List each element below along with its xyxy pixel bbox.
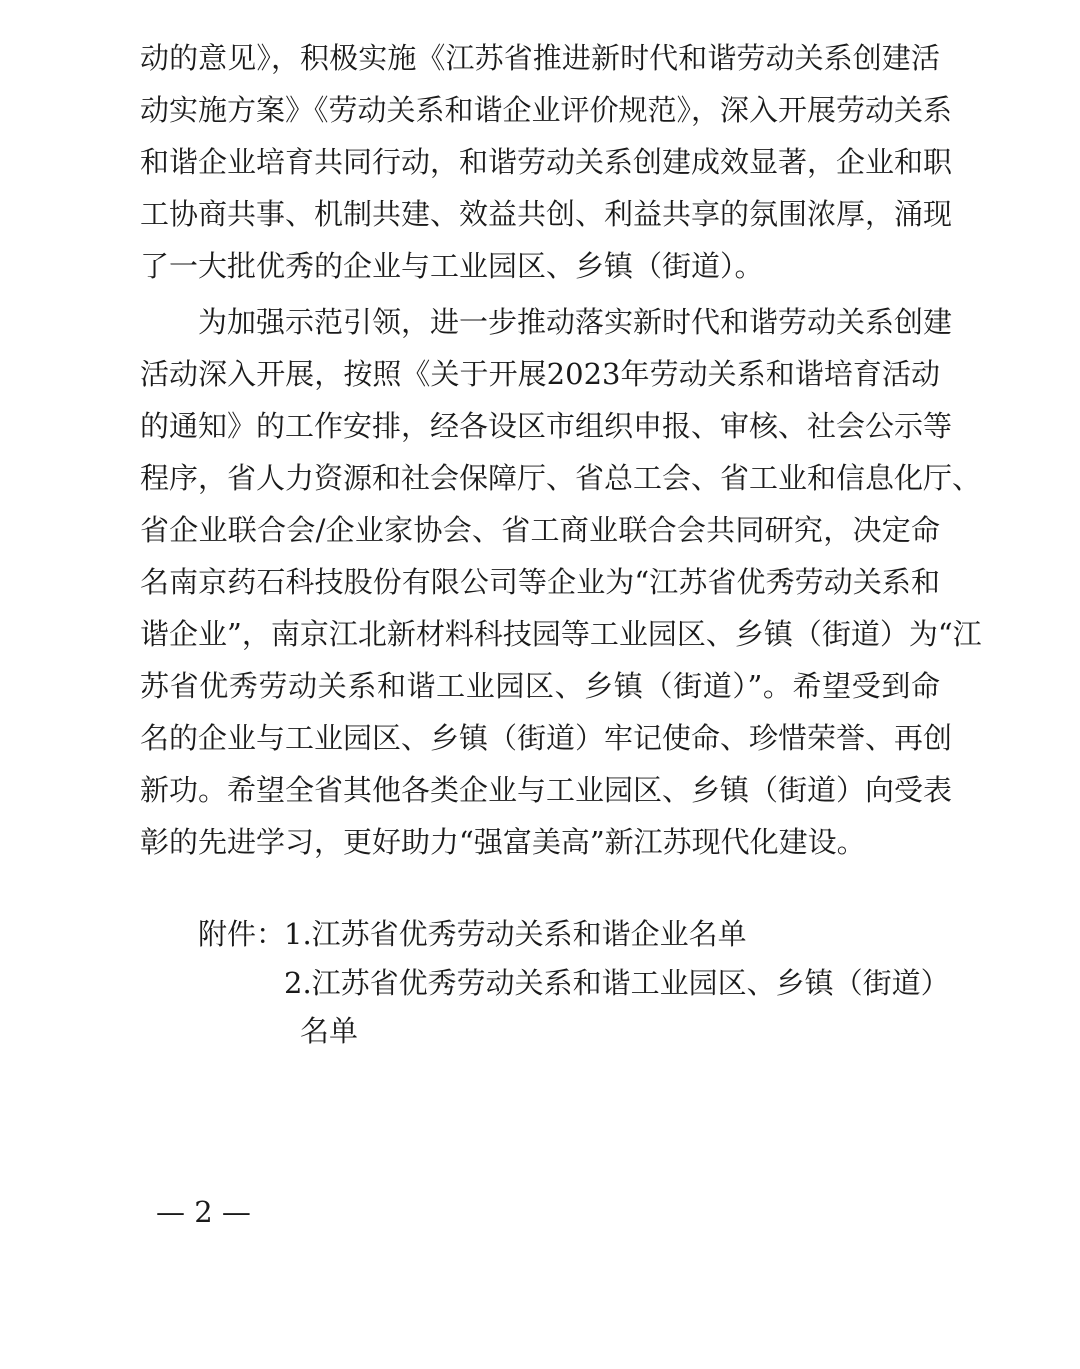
paragraph-1-line-4: 工协商共事、机制共建、效益共创、利益共享的氛围浓厚，涌现 bbox=[140, 197, 953, 231]
paragraph-1-line-1: 动的意见》，积极实施《江苏省推进新时代和谐劳动关系创建活 bbox=[140, 41, 940, 75]
attachment-item-1: 1.江苏省优秀劳动关系和谐企业名单 bbox=[284, 917, 747, 951]
paragraph-2-line-2: 活动深入开展，按照《关于开展2023年劳动关系和谐培育活动 bbox=[140, 357, 940, 391]
paragraph-2-line-1: 为加强示范引领，进一步推动落实新时代和谐劳动关系创建 bbox=[198, 305, 953, 339]
paragraph-2-line-4: 程序，省人力资源和社会保障厅、省总工会、省工业和信息化厅、 bbox=[140, 461, 982, 495]
paragraph-2-line-5: 省企业联合会/企业家协会、省工商业联合会共同研究，决定命 bbox=[140, 513, 940, 547]
paragraph-2-line-10: 新功。希望全省其他各类企业与工业园区、乡镇（街道）向受表 bbox=[140, 773, 953, 807]
paragraph-1-line-2: 动实施方案》《劳动关系和谐企业评价规范》，深入开展劳动关系 bbox=[140, 93, 953, 127]
paragraph-1-line-5: 了一大批优秀的企业与工业园区、乡镇（街道）。 bbox=[140, 249, 764, 283]
paragraph-2-line-11: 彰的先进学习，更好助力“强富美高”新江苏现代化建设。 bbox=[140, 825, 866, 859]
paragraph-1-line-3: 和谐企业培育共同行动，和谐劳动关系创建成效显著，企业和职 bbox=[140, 145, 953, 179]
attachment-item-2-continuation: 名单 bbox=[300, 1014, 359, 1048]
paragraph-2-line-9: 名的企业与工业园区、乡镇（街道）牢记使命、珍惜荣誉、再创 bbox=[140, 721, 953, 755]
paragraph-2-line-8: 苏省优秀劳动关系和谐工业园区、乡镇（街道）”。希望受到命 bbox=[140, 669, 940, 703]
paragraph-2-line-7: 谐企业”，南京江北新材料科技园等工业园区、乡镇（街道）为“江 bbox=[140, 617, 982, 651]
attachment-label: 附件： bbox=[198, 917, 286, 951]
paragraph-2-line-3: 的通知》的工作安排，经各设区市组织申报、审核、社会公示等 bbox=[140, 409, 953, 443]
paragraph-2-line-6: 名南京药石科技股份有限公司等企业为“江苏省优秀劳动关系和 bbox=[140, 565, 940, 599]
page-number: — 2 — bbox=[156, 1195, 251, 1229]
attachment-item-2: 2.江苏省优秀劳动关系和谐工业园区、乡镇（街道） bbox=[284, 966, 950, 1000]
